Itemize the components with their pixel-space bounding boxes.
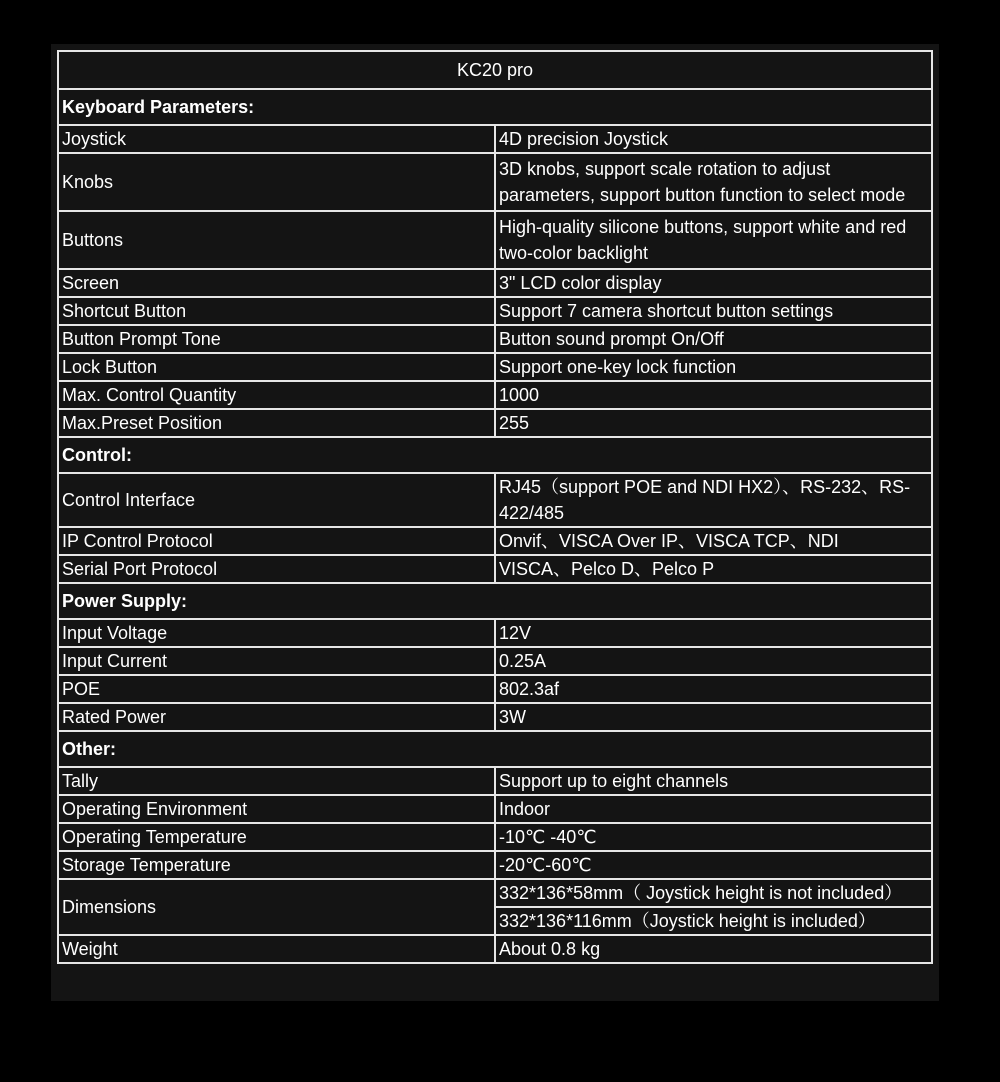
table-row xyxy=(58,527,932,555)
table-row xyxy=(58,851,932,879)
spec-value: 3W xyxy=(495,703,932,731)
spec-label: Knobs xyxy=(58,153,495,211)
spec-value: Support 7 camera shortcut button settings xyxy=(495,297,932,325)
section-heading: Control: xyxy=(58,437,932,473)
section-heading: Other: xyxy=(58,731,932,767)
table-row xyxy=(58,297,932,325)
spec-value: RJ45（support POE and NDI HX2）、RS-232、RS-422/485 xyxy=(495,473,932,527)
spec-label: IP Control Protocol xyxy=(58,527,495,555)
spec-label: Shortcut Button xyxy=(58,297,495,325)
spec-label: Buttons xyxy=(58,211,495,269)
table-row xyxy=(58,879,932,907)
spec-value: About 0.8 kg xyxy=(495,935,932,963)
table-row xyxy=(58,935,932,963)
spec-label: Control Interface xyxy=(58,473,495,527)
table-row xyxy=(58,767,932,795)
spec-label: Tally xyxy=(58,767,495,795)
spec-label: Operating Temperature xyxy=(58,823,495,851)
table-row xyxy=(58,473,932,527)
spec-label: Max.Preset Position xyxy=(58,409,495,437)
table-row xyxy=(58,353,932,381)
spec-label: Dimensions xyxy=(58,879,495,935)
spec-label: Joystick xyxy=(58,125,495,153)
spec-value: 332*136*116mm（Joystick height is included） xyxy=(495,907,932,935)
table-row xyxy=(58,675,932,703)
spec-value: 802.3af xyxy=(495,675,932,703)
spec-value: Onvif、VISCA Over IP、VISCA TCP、NDI xyxy=(495,527,932,555)
title-row xyxy=(58,51,932,89)
spec-label: POE xyxy=(58,675,495,703)
spec-label: Serial Port Protocol xyxy=(58,555,495,583)
table-row xyxy=(58,409,932,437)
spec-value: Indoor xyxy=(495,795,932,823)
spec-label: Max. Control Quantity xyxy=(58,381,495,409)
spec-value: -10℃ -40℃ xyxy=(495,823,932,851)
table-row xyxy=(58,211,932,269)
spec-value: VISCA、Pelco D、Pelco P xyxy=(495,555,932,583)
section-heading: Power Supply: xyxy=(58,583,932,619)
spec-label: Operating Environment xyxy=(58,795,495,823)
spec-value: 255 xyxy=(495,409,932,437)
spec-value: 332*136*58mm（ Joystick height is not included） xyxy=(495,879,932,907)
spec-label: Screen xyxy=(58,269,495,297)
spec-value: High-quality silicone buttons, support white and red two-color backlight xyxy=(495,211,932,269)
spec-value: 4D precision Joystick xyxy=(495,125,932,153)
section-header-row xyxy=(58,583,932,619)
spec-label: Rated Power xyxy=(58,703,495,731)
section-header-row xyxy=(58,437,932,473)
spec-value: 0.25A xyxy=(495,647,932,675)
table-row xyxy=(58,269,932,297)
table-row xyxy=(58,125,932,153)
section-header-row xyxy=(58,89,932,125)
section-header-row xyxy=(58,731,932,767)
spec-value: 12V xyxy=(495,619,932,647)
spec-value: Button sound prompt On/Off xyxy=(495,325,932,353)
spec-value: -20℃-60℃ xyxy=(495,851,932,879)
spec-value: 1000 xyxy=(495,381,932,409)
table-row xyxy=(58,325,932,353)
table-row xyxy=(58,647,932,675)
table-row xyxy=(58,619,932,647)
table-row xyxy=(58,703,932,731)
spec-value: Support one-key lock function xyxy=(495,353,932,381)
table-row xyxy=(58,823,932,851)
spec-table xyxy=(57,50,933,964)
spec-label: Button Prompt Tone xyxy=(58,325,495,353)
spec-value: 3D knobs, support scale rotation to adjust parameters, support button function to select mode xyxy=(495,153,932,211)
spec-label: Input Current xyxy=(58,647,495,675)
spec-label: Input Voltage xyxy=(58,619,495,647)
spec-value: Support up to eight channels xyxy=(495,767,932,795)
table-row xyxy=(58,153,932,211)
section-heading: Keyboard Parameters: xyxy=(58,89,932,125)
spec-label: Storage Temperature xyxy=(58,851,495,879)
spec-label: Lock Button xyxy=(58,353,495,381)
table-row xyxy=(58,381,932,409)
spec-value: 3" LCD color display xyxy=(495,269,932,297)
table-row xyxy=(58,795,932,823)
table-row xyxy=(58,555,932,583)
spec-label: Weight xyxy=(58,935,495,963)
page-title: KC20 pro xyxy=(58,51,932,89)
